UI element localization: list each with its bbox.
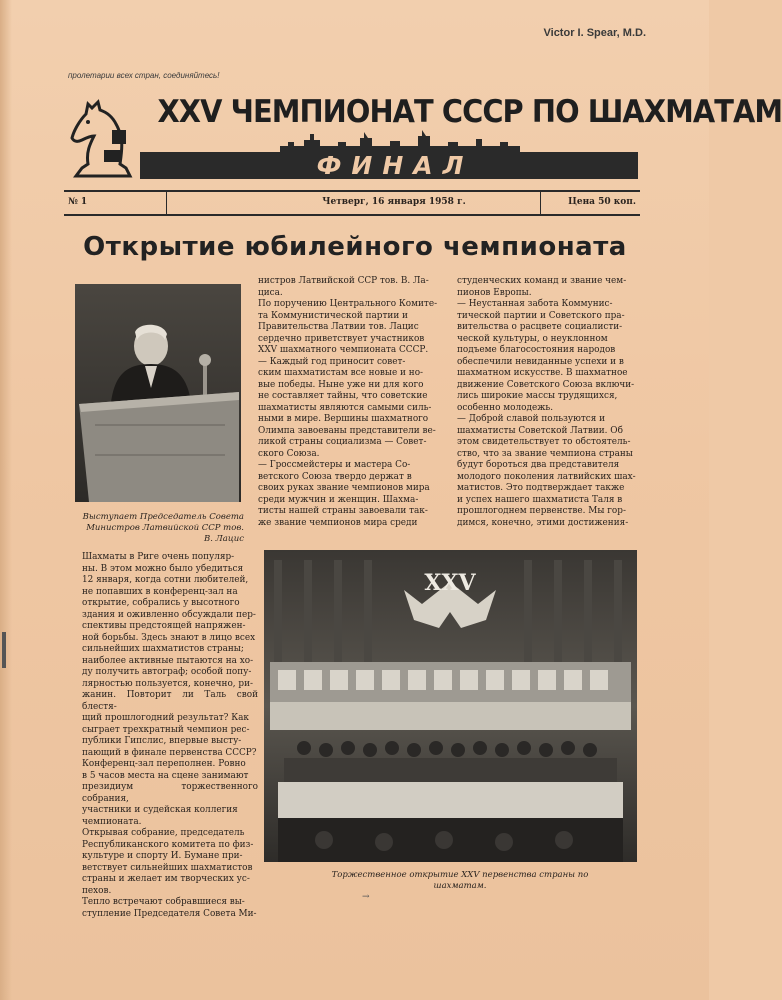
photo-caption: Выступает Председатель Совета Министров Латвийской ССР тов. В. Лацис [82, 512, 244, 544]
chess-knight-icon [66, 90, 140, 182]
owner-stamp: Victor I. Spear, M.D. [543, 27, 646, 39]
article-column-1: Шахматы в Риге очень популяр- ны. В этом можно было убедиться 12 января, когда сотни любителей, не попавших в конференц-зал на открытие, собрались у высотного здания и оживленно обсуждали пер- спективы предстоящей напряжен- ной борьбы. Здесь знают в лицо всех сильнейших шахматистов страны; наиболее активные пытаются на хо- ду получить автограф; особой попу- лярностью пользуется, конечно, ри- жанин. Повторит ли Таль свой блестя- щий прошлогодний результат? Как сыграет трехкратный чемпион рес- публики Гипслис, впервые высту- пающий в финале первенства СССР? Конференц-зал переполнен. Ровно в 5 часов места на сцене занимают президиум торжественного собрания, участники и судейская коллегия чемпионата. Открывая собрание, председатель Республиканского комитета по физ- культуре и спорту И. Бумане при- ветствует сильнейших шахматистов страны и желает им творческих ус- пехов. Тепло встречают собравшиеся вы- ступление Председателя Совета Ми- [82, 552, 258, 919]
speaker-photo [75, 284, 241, 502]
masthead-subtitle: ФИНАЛ [316, 151, 474, 180]
stage-banner-text: XXV [424, 570, 476, 596]
article-headline: Открытие юбилейного чемпионата [83, 232, 627, 262]
slogan: пролетарии всех стран, соединяйтесь! [68, 71, 220, 80]
issue-date: Четверг, 16 января 1958 г. [322, 197, 466, 207]
masthead-title: XXV ЧЕМПИОНАТ СССР ПО ШАХМАТАМ [157, 94, 782, 130]
dateline-divider [166, 192, 167, 214]
right-arrow-icon: → [362, 892, 370, 902]
photo-caption: Торжественное открытие XXV первенства страны по шахматам. [331, 870, 589, 891]
dateline-bar [64, 190, 640, 216]
ceremony-photo [264, 550, 637, 862]
issue-number: № 1 [68, 197, 88, 207]
article-column-3: студенческих команд и звание чем- пионов Европы. — Неустанная забота Коммунис- тической партии и Советского пра- вительства о расцвете социалисти- ческой культуры, о неуклонном подъеме благосостояния народов обеспечили невиданные успехи и в шахматном искусстве. В шахматное движение Советского Союза включи- лись широкие массы трудящихся, особенно молодежь. — Доброй славой пользуются и шахматисты Советской Латвии. Об этом свидетельствует то обстоятель- ство, что за звание чемпиона страны будут бороться два представителя молодого поколения латвийских шах- матистов. Это подтверждает также и успех нашего шахматиста Таля в прошлогоднем первенстве. Мы гор- димся, конечно, этими достижения- [457, 276, 636, 528]
issue-price: Цена 50 коп. [568, 197, 636, 207]
city-skyline-icon [280, 130, 520, 152]
article-column-2: нистров Латвийской ССР тов. В. Ла- циса. По поручению Центрального Комите- та Коммунистической партии и Правительства Латвии тов. Лацис сердечно приветствует участников XXV шахматного чемпионата СССР. — Каждый год приносит совет- ским шахматистам все новые и но- вые победы. Ныне уже ни для кого не составляет тайны, что советские шахматисты являются самыми силь- ными в мире. Вершины шахматного Олимпа завоеваны представители ве- ликой страны социализма — Совет- ского Союза. — Гроссмейстеры и мастера Со- ветского Союза твердо держат в своих руках звание чемпионов мира среди мужчин и женщин. Шахма- тисты нашей страны завоевали так- же звание чемпионов мира среди [258, 276, 438, 528]
page-edge-mark [2, 632, 6, 668]
dateline-divider [540, 192, 541, 214]
